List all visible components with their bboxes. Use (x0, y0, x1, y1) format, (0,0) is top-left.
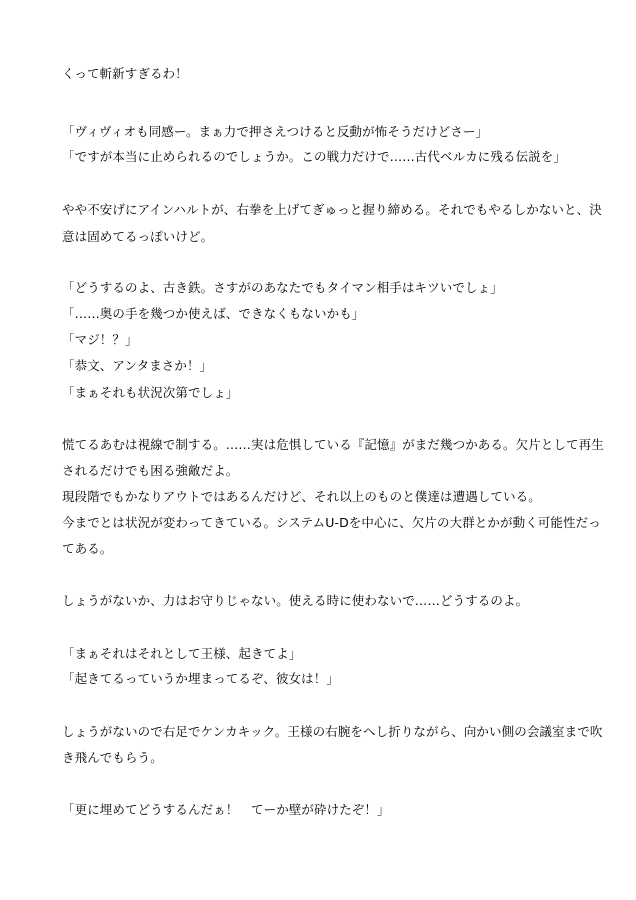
text-line: されるだけでも困る強敵だよ。 (62, 463, 239, 478)
text-line: てある。 (62, 541, 113, 556)
text-line: 意は固めてるっぽいけど。 (62, 229, 214, 244)
dialogue-line: 「まぁそれはそれとして王様、起きてよ」 (62, 646, 302, 661)
text-line: やや不安げにアインハルトが、右拳を上げてぎゅっと握り締める。それでもやるしかないと、決 (62, 202, 602, 217)
dialogue-line: 「更に埋めてどうするんだぁ！ てーか壁が砕けたぞ！」 (62, 802, 390, 817)
text-line: くって斬新すぎるわ！ (62, 66, 188, 81)
dialogue-line: 「ですが本当に止められるのでしょうか。この戦力だけで……古代ベルカに残る伝説を」 (62, 149, 567, 164)
text-line: 現段階でもかなりアウトではあるんだけど、それ以上のものと僕達は遭遇している。 (62, 489, 541, 504)
dialogue-line: 「恭文、アンタまさか！」 (62, 358, 213, 373)
text-line: しょうがないので右足でケンカキック。王様の右腕をへし折りながら、向かい側の会議室まで吹 (62, 724, 603, 739)
text-line: 慌てるあむは視線で制する。……実は危惧している『記憶』がまだ幾つかある。欠片として再生 (62, 437, 604, 452)
dialogue-line: 「ヴィヴィオも同感ー。まぁ力で押さえつけると反動が怖そうだけどさー」 (62, 124, 489, 139)
dialogue-line: 「起きてるっていうか埋まってるぞ、彼女は！」 (62, 671, 339, 686)
text-line: き飛んでもらう。 (62, 750, 163, 765)
text-line: 今までとは状況が変わってきている。システムU-Dを中心に、欠片の大群とかが動く可能性だっ (62, 515, 601, 530)
dialogue-line: 「マジ！？」 (62, 332, 138, 347)
dialogue-line: 「まぁそれも状況次第でしょ」 (62, 385, 239, 400)
dialogue-line: 「……奥の手を幾つか使えば、できなくもないかも」 (62, 306, 365, 321)
text-line: しょうがないか、力はお守りじゃない。使える時に使わないで……どうするのよ。 (62, 593, 529, 608)
dialogue-line: 「どうするのよ、古き鉄。さすがのあなたでもタイマン相手はキツいでしょ」 (62, 280, 503, 295)
